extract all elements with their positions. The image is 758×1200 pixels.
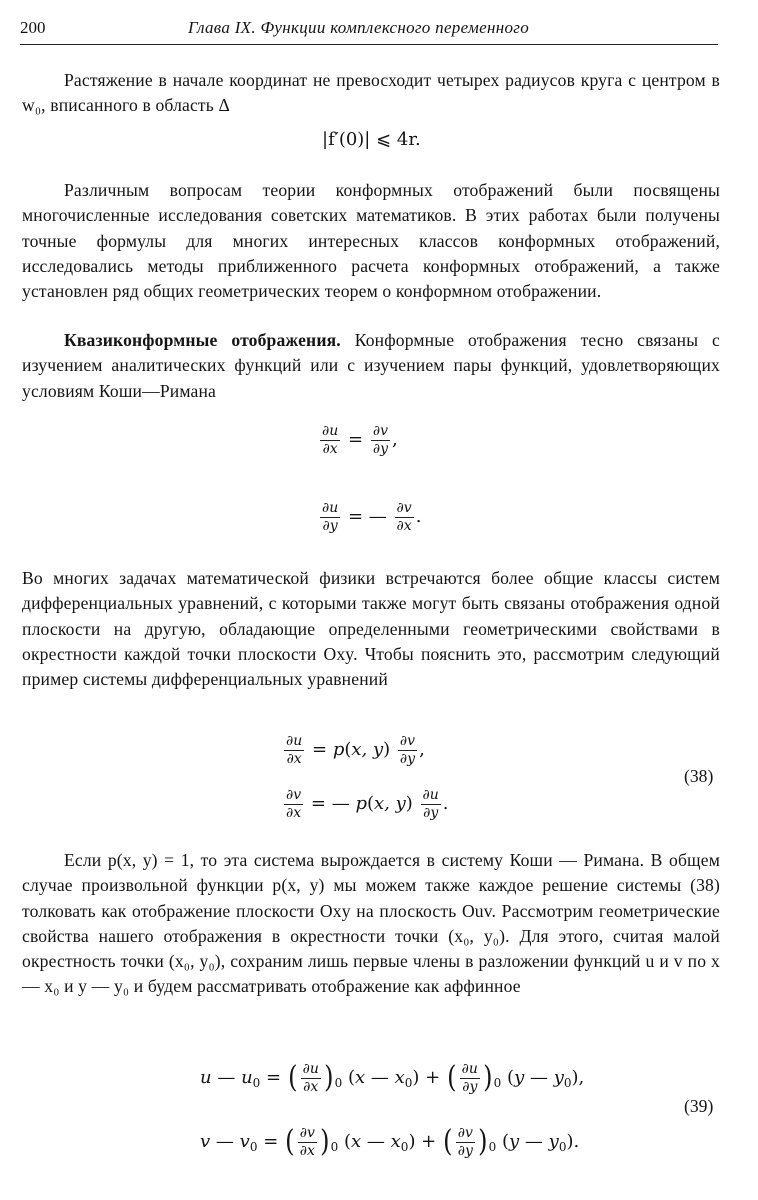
paragraph-mathematical-physics <box>22 566 720 692</box>
paragraph-soviet-research <box>22 178 720 304</box>
equation-39-line-1: u — $u_0$ = ( $\frac{\partial u}{\partial x}$ )$_0$ (x — $x_0$) + ( $\frac{\partial u}{\partial y}$ )$_0$ (y — $y_0$), <box>200 1060 585 1096</box>
equation-38-number: (38) <box>684 766 714 786</box>
equation-39-number: (39) <box>684 1096 714 1116</box>
equation-cauchy-riemann-2: $\frac{\partial u}{\partial y}$ = — $\frac{\partial v}{\partial x}$ . <box>322 500 422 534</box>
paragraph-soviet-research-text: Различным вопросам теории конформных отображений были посвящены многочисленные исследования советских математиков. В этих работах были получены точные формулы для многих интересных классов конформных отображений, исследовались методы приближенного расчета конформных отображений, а также установлен ряд общих геометрических теорем о конформном отображении. <box>22 180 720 302</box>
equation-38-line-2: $\frac{\partial v}{\partial x}$ = — p(x, y) $\frac{\partial u}{\partial y}$ . <box>286 787 449 821</box>
paragraph-degeneration-text: Если p(x, y) = 1, то эта система вырождается в систему Коши — Римана. В общем случае произвольной функции p(x, y) мы можем также каждое решение системы (38) толковать как отображение плоскости Oxy на плоскость Ouv. Рассмотрим геометрические свойства нашего отображения в окрестности точки (x₀, y₀). Для этого, считая малой окрестность точки (x₀, y₀), сохраним лишь первые члены в разложении функций u и v по x — x₀ и y — y₀ и будем рассматривать отображение как аффинное <box>22 850 720 997</box>
paragraph-mathematical-physics-text: Во многих задачах математической физики встречаются более общие классы систем дифференциальных уравнений, с которыми также могут быть связаны отображения одной плоскости на другую, обладающие определенными геометрическими свойствами в окрестности каждой точки плоскости Oxy. Чтобы пояснить это, рассмотрим следующий пример системы дифференциальных уравнений <box>22 568 720 690</box>
equation-cauchy-riemann-1: $\frac{\partial u}{\partial x}$ = $\frac{\partial v}{\partial y}$ , <box>322 423 398 457</box>
paragraph-stretch-text: Растяжение в начале координат не превосходит четырех радиусов круга с центром в w₀, вписанного в область Δ <box>22 70 720 116</box>
equation-39-line-2: v — $v_0$ = ( $\frac{\partial v}{\partial x}$ )$_0$ (x — $x_0$) + ( $\frac{\partial v}{\partial y}$ )$_0$ (y — $y_0$). <box>200 1124 580 1160</box>
paragraph-degeneration <box>22 848 720 1000</box>
running-head: Глава IX. Функции комплексного переменного <box>188 18 530 37</box>
paragraph-quasiconformal <box>22 328 720 404</box>
equation-stretch: |f′(0)| ⩽ 4r. <box>322 129 421 150</box>
equation-38-line-1: $\frac{\partial u}{\partial x}$ = p(x, y) $\frac{\partial v}{\partial y}$ , <box>286 733 425 767</box>
paragraph-stretch <box>22 68 720 119</box>
page-number: 200 <box>20 18 46 37</box>
section-heading-quasiconformal: Квазиконформные отображения. <box>64 330 341 350</box>
paragraph-quasiconformal-text: Конформные отображения тесно связаны с изучением аналитических функций или с изучением пары функций, удовлетворяющих условиям Коши—Римана <box>22 330 720 401</box>
page-header <box>20 18 718 45</box>
